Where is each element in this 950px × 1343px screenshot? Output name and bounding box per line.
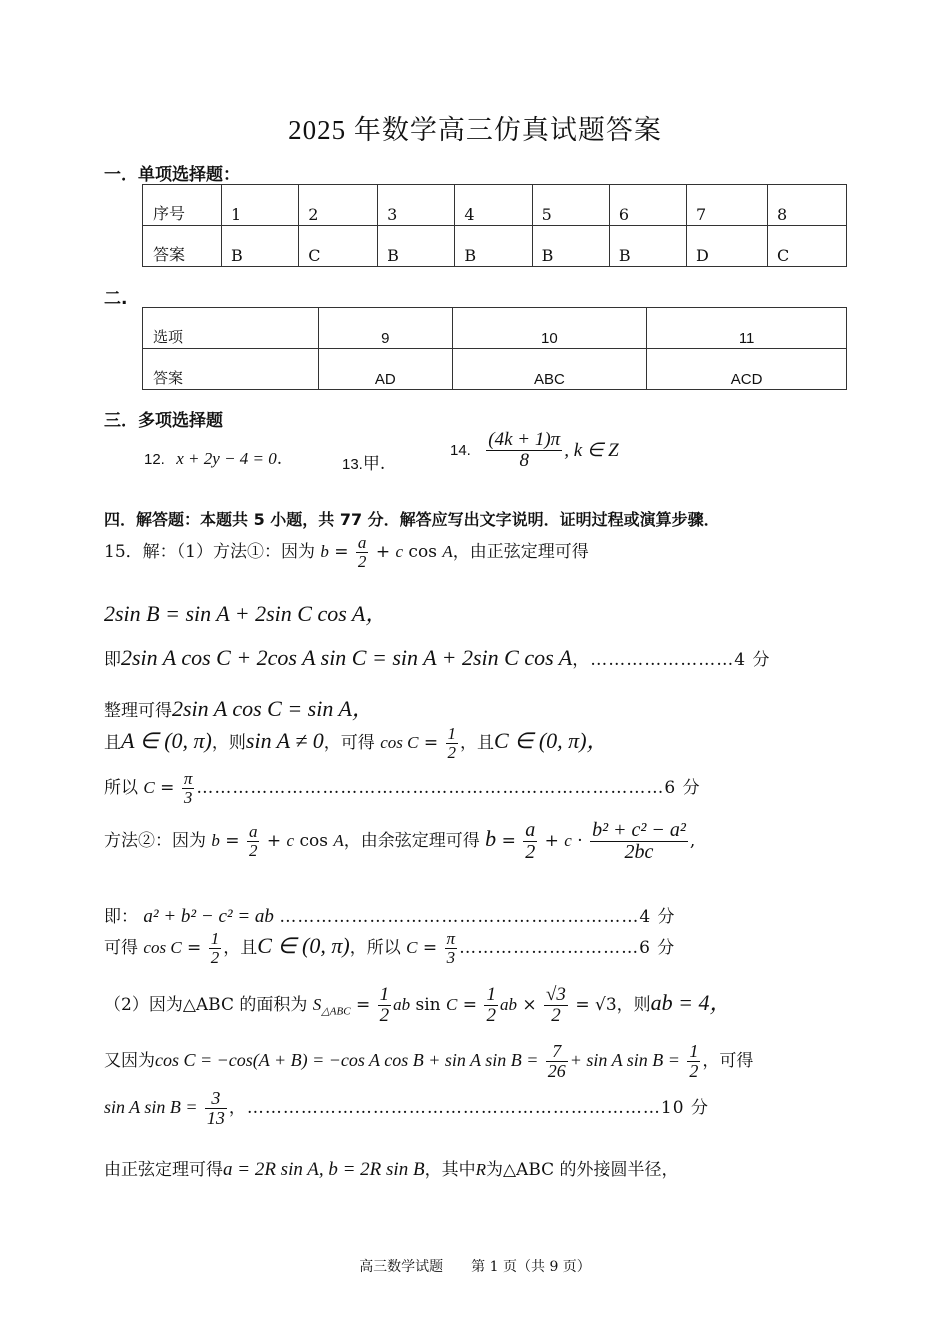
table-cell: 8 [768,185,847,226]
q14-label: 14. [450,441,471,459]
header-label: 选项 [143,308,319,349]
equation-4: 且A ∈ (0, π)，则sin A ≠ 0，可得 cos C = $\frac{1}{2}$ ，且C ∈ (0, π)， [104,724,609,762]
q12-answer [144,449,282,469]
p3-d: ，可得 [702,1050,754,1071]
equation-3 [104,692,374,723]
p5-b: a = 2R sin A, b = 2R sin B [223,1159,425,1180]
eq5-dots: ……………………………………………………………………6 分 [196,777,701,798]
m2-numerator: b² + c² − a² [592,819,686,841]
table-row [143,308,847,349]
table-row [143,185,847,226]
q14-answer [450,430,619,471]
eq7-a: 可得 [104,937,138,958]
p5-a: 由正弦定理可得 [104,1160,223,1180]
eq4-a: 且 [104,733,121,753]
eq4-f: ，且 [460,733,495,753]
p4-a: sin A sin B = [104,1096,198,1117]
table-cell: B [609,226,686,267]
equation-2 [104,645,770,671]
section3-heading: 三．多项选择题 [104,411,223,431]
q12-end: . [276,449,283,469]
p5-d: R [475,1160,486,1179]
eq4-c: ，则 [211,733,246,753]
table-cell: AD [319,349,453,390]
eq7-dots: …………………………6 分 [459,937,676,958]
p3-b: cos C = −cos(A + B) = −cos A cos B + sin A sin B = [155,1049,539,1070]
eq2-prefix: 即 [104,650,121,670]
eq6-dots: ……………………………………………………4 分 [279,907,676,927]
q12-label: 12. [144,451,165,468]
q12-equation: x + 2y − 4 = 0 [176,449,277,468]
eq7-b: ，且 [223,937,258,958]
header-label: 序号 [143,185,222,226]
method-2: 方法②：因为 b = $\frac{a}{2}$ + c cos A，由余弦定理可得 b = $\frac{a}{2}$ + c · $\frac{\text{b² + c² − a²}}{2bc}$ , [104,819,696,863]
eq6-prefix: 即： [104,907,138,927]
eq6-math: a² + b² − c² = ab [143,906,274,927]
p2-a: （2）因为△ABC 的面积为 [104,994,308,1015]
answer-label: 答案 [143,349,319,390]
table-cell: B [455,226,532,267]
eq2-math: 2sin A cos C + 2cos A sin C = sin A + 2sin C cos A [121,645,573,670]
p5-e: 为△ABC 的外接圆半径， [485,1160,679,1180]
part-2-sine-law [104,1155,679,1181]
table-cell: D [687,226,768,267]
table-cell: 9 [319,308,453,349]
q15-intro: 15．解：（1）方法①：因为 b = $\frac{a}{2}$ + c cos A，由正弦定理可得 [104,533,589,571]
eq7-c: C ∈ (0, π) [257,932,350,958]
q13-answer [342,449,385,474]
table-cell: 7 [687,185,768,226]
equation-7: 可得 cos C = $\frac{1}{2}$ ，且C ∈ (0, π)，所以 C = $\frac{\pi}{3}$ …………………………6 分 [104,929,676,967]
table-cell: B [222,226,299,267]
table-cell: 5 [532,185,609,226]
q14-denominator: 8 [519,449,529,471]
table-cell: 4 [455,185,532,226]
eq5-prefix: 所以 [104,777,138,798]
part-2-result: sin A sin B = $\frac{3}{13}$ ，……………………………………………………………10 分 [104,1088,709,1128]
m2-a: 方法②：因为 [104,831,206,851]
intro-text: 15．解：（1）方法①：因为 [104,541,315,562]
equation-1: 2sin B = sin A + 2sin C cos A， [104,601,388,626]
q14-tail: , k ∈ Z [564,439,619,461]
table-cell: ABC [452,349,647,390]
table-cell: C [299,226,378,267]
eq2-dots: ，……………………4 分 [572,650,771,670]
eq4-g: C ∈ (0, π)， [494,728,609,753]
eq4-e: ，可得 [323,733,375,753]
section2-heading: 二. [104,289,128,309]
p2-b: ，则 [616,994,651,1015]
part-2-cos: 又因为cos C = −cos(A + B) = −cos A cos B + sin A sin B = $\frac{7}{26}$ + sin A sin B = $\frac{1}{2}$ ，可得 [104,1041,754,1081]
intro-text-2: ，由正弦定理可得 [452,541,589,562]
q13-text: 甲. [362,454,386,474]
page-footer: 高三数学试题 第 1 页（共 9 页） [359,1259,591,1275]
single-choice-table [142,184,847,267]
table-cell: 6 [609,185,686,226]
table-cell: 11 [647,308,847,349]
q13-label: 13. [342,456,363,473]
p4-dots: ，……………………………………………………………10 分 [228,1097,709,1118]
equation-5: 所以 C = $\frac{\pi}{3}$ ……………………………………………………………………6 分 [104,769,701,807]
p2-c: ab = 4， [650,989,732,1015]
eq4-b: A ∈ (0, π) [121,728,212,753]
table-cell: C [768,226,847,267]
page-title: 2025 年数学高三仿真试题答案 [288,115,662,145]
table-cell: 3 [378,185,455,226]
q14-fraction [486,430,562,471]
table-cell: ACD [647,349,847,390]
section4-heading: 四．解答题：本题共 5 小题，共 77 分．解答应写出文字说明．证明过程或演算步骤． [104,510,720,529]
table-row [143,226,847,267]
eq3-prefix: 整理可得 [104,701,172,721]
q14-numerator: (4k + 1)π [488,429,561,450]
m2-denominator: 2bc [624,841,654,863]
table-cell: 2 [299,185,378,226]
table-row [143,349,847,390]
part-2-area: （2）因为△ABC 的面积为 $S_{\triangle ABC}$ = $\frac{1}{2}$ ab sin C = $\frac{1}{2}$ ab × $\frac{√3}{2}$ = √3，则ab = 4， [104,984,732,1026]
p5-c: ，其中 [424,1160,476,1180]
eq7-d: ，所以 [349,937,401,958]
section1-heading: 一．单项选择题： [104,165,240,185]
table-cell: 10 [452,308,647,349]
p3-a: 又因为 [104,1050,155,1071]
table-cell: 1 [222,185,299,226]
equation-6 [104,902,676,928]
eq4-d: sin A ≠ 0 [245,728,324,753]
m2-b: ，由余弦定理可得 [343,831,480,851]
p3-c: + sin A sin B = [569,1049,680,1070]
multi-choice-table [142,307,847,390]
table-cell: B [532,226,609,267]
eq3-math: 2sin A cos C = sin A， [172,696,374,721]
answer-label: 答案 [143,226,222,267]
table-cell: B [378,226,455,267]
